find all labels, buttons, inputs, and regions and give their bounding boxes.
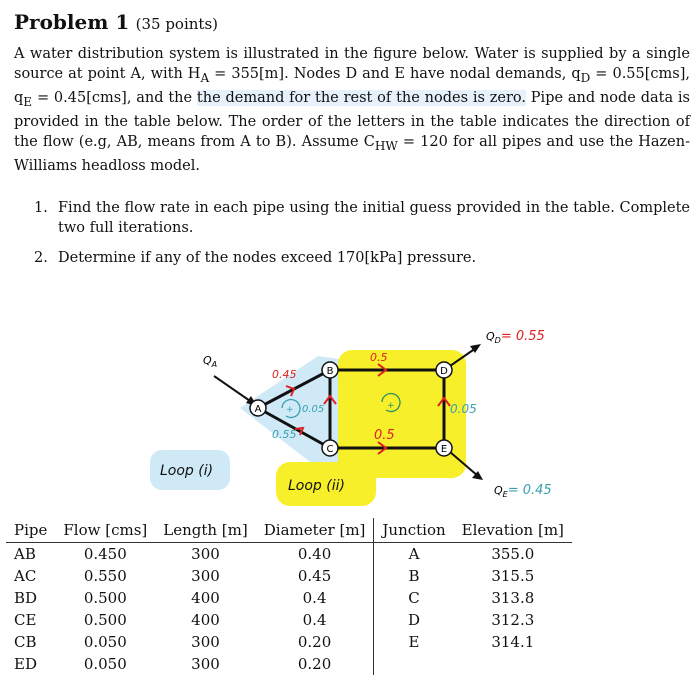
intro-text-6: = 120 for all pipes and use the Hazen-Williams headloss model. [14, 133, 690, 174]
task-number: 2. [34, 250, 48, 266]
cell-diameter: 0.4 [302, 589, 327, 607]
cell-pipe: ED [14, 655, 37, 673]
task-item [34, 198, 690, 238]
cell-junction: B [374, 565, 454, 587]
cell-elevation: 312.3 [491, 611, 535, 629]
table-header-row [6, 518, 572, 543]
table-row [6, 565, 572, 587]
qd-subscript: D [580, 70, 591, 85]
header-flow: Flow [cms] [55, 518, 155, 543]
flow-label-ce: 0.5 [374, 428, 395, 443]
task-text: Find the flow rate in each pipe using the initial guess provided in the table. Complete two full iterations. [58, 200, 690, 236]
cell-length: 400 [191, 589, 220, 607]
cell-diameter: 0.20 [297, 655, 332, 673]
table-row [6, 631, 572, 653]
cell-pipe: AC [14, 567, 37, 585]
cell-junction-empty [374, 653, 454, 675]
table-row [6, 609, 572, 631]
problem-points: (35 points) [135, 15, 219, 33]
cell-pipe: AB [14, 545, 36, 563]
cell-flow: 0.500 [83, 589, 127, 607]
cell-length: 300 [191, 567, 220, 585]
cell-junction: C [374, 587, 454, 609]
qa-label: $Q_A$ [203, 354, 218, 369]
problem-title [14, 10, 218, 34]
cell-elevation-empty [454, 653, 572, 675]
intro-text-5: Pipe and node data is provided in the table below. The order of the letters in the table indicates the direction of the flow (e.g, AB, means from A to B). Assume C [14, 89, 691, 150]
node-c-label: C [326, 444, 334, 455]
qd-label: $Q_D= 0.55$ [486, 329, 545, 345]
chw-subscript: HW [374, 138, 398, 153]
cell-flow: 0.450 [83, 545, 127, 563]
cell-junction: D [374, 609, 454, 631]
cell-length: 300 [191, 633, 220, 651]
cell-junction: E [374, 631, 454, 653]
node-d-label: D [440, 366, 448, 377]
node-a-label: A [254, 404, 262, 415]
table-row [6, 653, 572, 675]
intro-text-3: = 0.55[cms], q [14, 66, 690, 106]
flow-label-bd: 0.5 [370, 351, 388, 364]
header-elevation: Elevation [m] [454, 518, 572, 543]
cell-flow: 0.500 [83, 611, 127, 629]
task-number: 1. [34, 200, 48, 216]
problem-intro [14, 44, 690, 176]
intro-text-2: = 355[m]. Nodes D and E have nodal demands, q [209, 66, 581, 82]
network-figure [0, 300, 700, 518]
intro-text-1: A water distribution system is illustrated in the figure below. Water is supplied by a single source at point A, with H [14, 46, 690, 82]
cell-length: 300 [191, 545, 220, 563]
highlighted-text: the demand for the rest of the nodes is zero. [196, 89, 526, 106]
qe-label: $Q_E= 0.45$ [494, 483, 552, 499]
task-list [34, 198, 690, 278]
qe-subscript: E [23, 94, 33, 109]
flow-label-cb: 0.05 [302, 404, 325, 415]
problem-label: Problem 1 [14, 10, 130, 34]
cell-pipe: BD [14, 589, 38, 607]
table-row [6, 587, 572, 609]
cell-pipe: CB [14, 633, 37, 651]
cell-length: 300 [191, 655, 220, 673]
loop1-label: Loop (i) [160, 463, 214, 479]
cell-elevation: 355.0 [491, 545, 535, 563]
data-table [6, 518, 572, 675]
node-b-label: B [326, 366, 334, 377]
cell-diameter: 0.4 [302, 611, 327, 629]
header-junction: Junction [374, 518, 454, 543]
cell-elevation: 313.8 [491, 589, 535, 607]
cell-flow: 0.050 [83, 655, 127, 673]
header-length: Length [m] [155, 518, 256, 543]
cell-elevation: 314.1 [491, 633, 535, 651]
table-row [6, 543, 572, 566]
cell-pipe: CE [14, 611, 37, 629]
cell-length: 400 [191, 611, 220, 629]
node-e-label: E [440, 444, 448, 455]
flow-label-ab: 0.45 [272, 368, 297, 381]
cell-diameter: 0.40 [297, 545, 332, 563]
cell-flow: 0.050 [83, 633, 127, 651]
flow-label-ac: 0.55 [272, 428, 297, 441]
intro-text-4: = 0.45[cms], and the [32, 89, 197, 106]
cell-diameter: 0.45 [297, 567, 332, 585]
cell-diameter: 0.20 [297, 633, 332, 651]
header-diameter: Diameter [m] [256, 518, 374, 543]
loop1-symbol: + [286, 405, 294, 415]
task-item [34, 248, 690, 268]
ha-subscript: A [200, 70, 210, 85]
cell-junction: A [374, 543, 454, 566]
inflow-arrow [214, 376, 253, 403]
loop2-symbol: + [387, 401, 395, 411]
cell-elevation: 315.5 [491, 567, 535, 585]
loop2-label: Loop (ii) [288, 478, 345, 494]
task-text: Determine if any of the nodes exceed 170[kPa] pressure. [58, 250, 477, 266]
header-pipe: Pipe [6, 518, 55, 543]
flow-label-ed: 0.05 [450, 402, 477, 416]
cell-flow: 0.550 [83, 567, 127, 585]
